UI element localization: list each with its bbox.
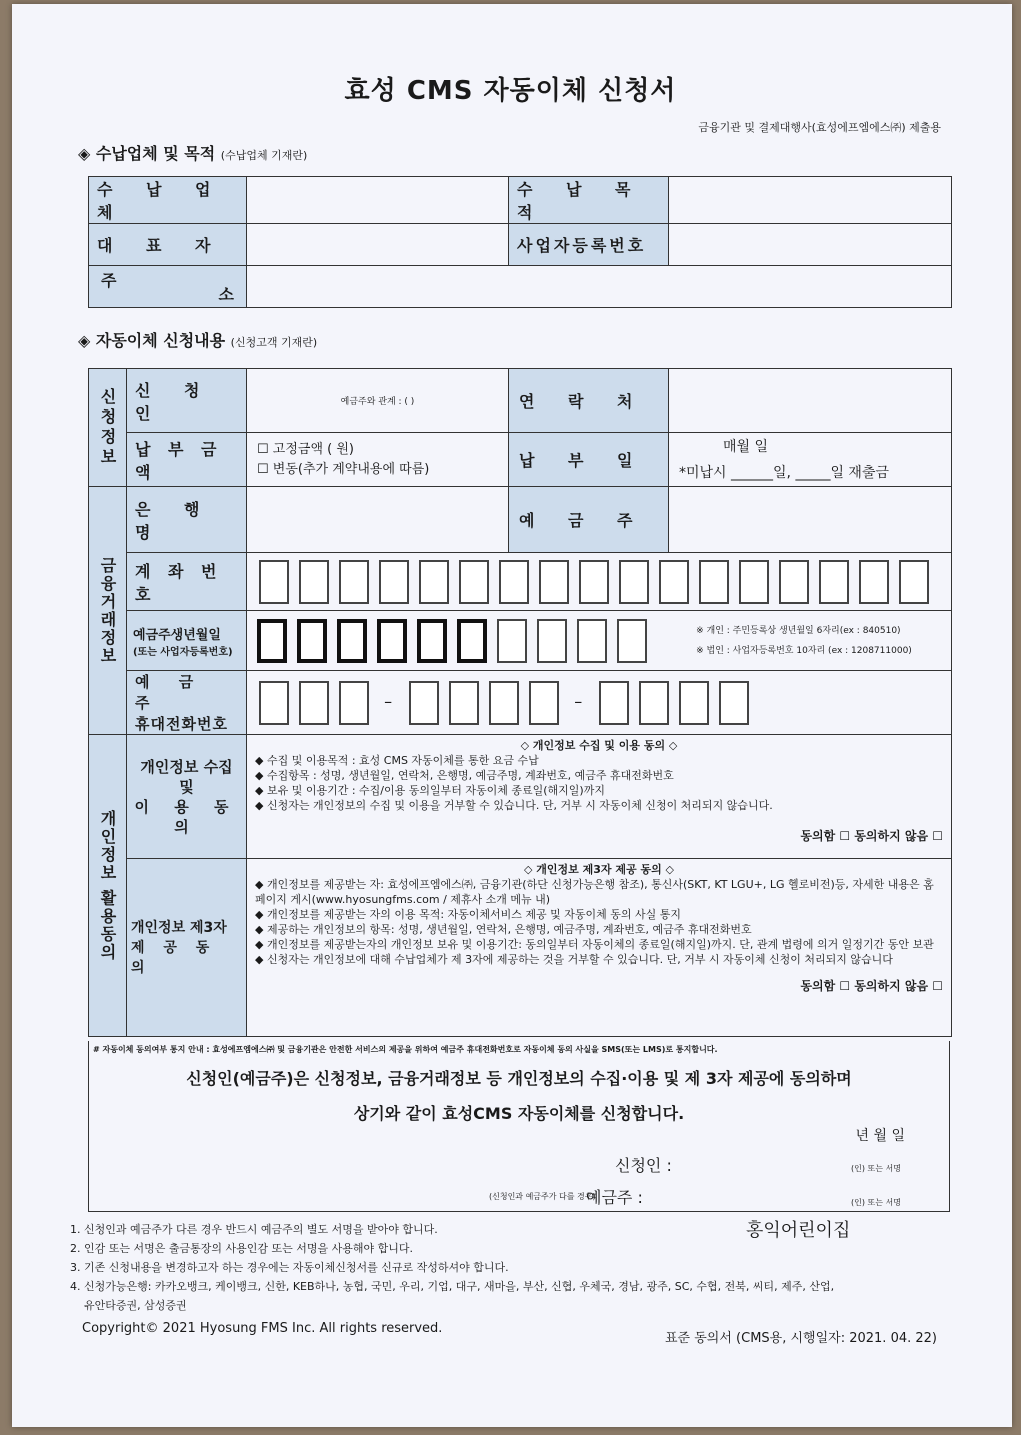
bank-field[interactable]: [247, 487, 509, 553]
holder-field[interactable]: [669, 487, 952, 553]
label-birth: 예금주생년월일 (또는 사업자등록번호): [127, 611, 247, 671]
signature-box: [88, 1041, 950, 1212]
holder-sign-label: 예금주 :: [586, 1188, 643, 1207]
label-phone: 예 금 주 휴대전화번호: [127, 671, 247, 735]
group-applicant-info: 신청정보: [89, 369, 127, 487]
diamond-icon: ◈: [78, 144, 96, 163]
declaration-line2: 상기와 같이 효성CMS 자동이체를 신청합니다.: [353, 1104, 685, 1123]
stamp-text: 홍익어린이집: [746, 1220, 851, 1241]
holder-sign-mark[interactable]: (인) 또는 서명: [851, 1198, 901, 1207]
representative-field[interactable]: [247, 224, 509, 266]
label-holder: 예 금 주: [509, 487, 669, 553]
label-bizno: 사업자등록번호: [509, 224, 669, 266]
applicant-sign-label: 신청인 :: [615, 1156, 672, 1175]
consent1-content: ◇ 개인정보 수집 및 이용 동의 ◇ ◆ 수집 및 이용목적 : 효성 CMS 자동이체를 통한 요금 수납 ◆ 수집항목 : 성명, 생년월일, 연락처, 은행명, 예금주명, 계좌번호, 예금주 휴대전화번호 ◆ 보유 및 이용기간 : 수집/이용 동의일부터 자동이체 종료일(해지일)까지 ◆ 신청자는 개인정보의 수집 및 이용을 거부할 수 있습니다. 단, 거부 시 자동이체 신청이 처리되지 않습니다. 동의함 ☐ 동의하지 않음 ☐: [247, 735, 952, 859]
label-applicant: 신 청 인: [127, 369, 247, 433]
section2-heading: ◈ 자동이체 신청내용 (신청고객 기재란): [78, 331, 318, 350]
fixed-amount-checkbox[interactable]: ☐ 고정금액 ( 원): [257, 441, 354, 457]
form-title: 효성 CMS 자동이체 신청서: [344, 76, 677, 106]
label-representative: 대 표 자: [89, 224, 247, 266]
standard-form-note: 표준 동의서 (CMS용, 시행일자: 2021. 04. 22): [664, 1331, 937, 1346]
company-field[interactable]: [247, 177, 509, 224]
label-consent1: 개인정보 수집 및 이 용 동 의: [127, 735, 247, 859]
phone-boxes[interactable]: – –: [247, 671, 952, 735]
declaration-line1: 신청인(예금주)은 신청정보, 금융거래정보 등 개인정보의 수집·이용 및 제 3자 제공에 동의하며: [186, 1069, 852, 1088]
consent2-content: ◇ 개인정보 제3자 제공 동의 ◇ ◆ 개인정보를 제공받는 자: 효성에프엠에스㈜, 금융기관(하단 신청가능은행 참조), 통신사(SKT, KT LGU+, LG 헬로비전)등, 자세한 내용은 홈페이지 게시(www.hyosungfms.com / 제휴사 소개 메뉴 내) ◆ 개인정보를 제공받는 자의 이용 목적: 자동이체서비스 제공 및 자동이체 동의 사실 통지 ◆ 제공하는 개인정보의 항목: 성명, 생년월일, 연락처, 은행명, 예금주명, 계좌번호, 예금주 휴대전화번호 ◆ 개인정보를 제공받는자의 개인정보 보유 및 이용기간: 동의일부터 자동이체의 종료일(해지일)까지. 단, 관계 법령에 의거 일정기간 동안 보관 ◆ 신청자는 개인정보에 대해 수납업체가 제 3자에 제공하는 것을 거부할 수 있습니다. 단, 거부 시 자동이체 신청이 처리되지 않습니다 동의함 ☐ 동의하지 않음 ☐: [247, 859, 952, 1037]
birth-notes: ※ 개인 : 주민등록상 생년월일 6자리(ex : 840510) ※ 법인 : 사업자등록번호 10자리 (ex : 1208711000): [696, 625, 912, 656]
diamond-icon: ◈: [78, 331, 96, 350]
label-amount: 납 부 금 액: [127, 433, 247, 487]
footnotes: 1. 신청인과 예금주가 다른 경우 반드시 예금주의 별도 서명을 받아야 합니다. 2. 인감 또는 서명은 출금통장의 사용인감 또는 서명을 사용해야 합니다. 3. 기존 신청내용을 변경하고자 하는 경우에는 자동이체신청서를 신규로 작성하셔야 합니다. 4. 신청가능은행: 카카오뱅크, 케이뱅크, 신한, KEB하나, 농협, 국민, 우리, 기업, 대구, 새마을, 부산, 신협, 우체국, 경남, 광주, SC, 수협, 전북, 씨티, 제주, 산업, 유안타증권, 삼성증권: [70, 1223, 835, 1312]
sms-notice: # 자동이체 동의여부 통지 안내 : 효성에프엠에스㈜ 및 금융기관은 안전한 서비스의 제공을 위하여 예금주 휴대전화번호로 자동이체 동의 사실을 SMS(또는 LMS)로 통지합니다.: [93, 1045, 718, 1054]
purpose-field[interactable]: [669, 177, 952, 224]
relation-field[interactable]: 예금주와 관계 : ( ): [247, 369, 509, 433]
birth-boxes[interactable]: [247, 611, 952, 671]
holder-sign-note: (신청인과 예금주가 다를 경우): [489, 1192, 596, 1201]
apply-table: [88, 368, 952, 1037]
submit-note: 금융기관 및 결제대행사(효성에프엠에스㈜) 제출용: [698, 121, 941, 134]
group-financial-info: 금융거래정보: [89, 487, 127, 735]
company-table: [88, 176, 952, 308]
variable-amount-checkbox[interactable]: ☐ 변동(추가 계약내용에 따름): [257, 461, 430, 477]
sign-date[interactable]: 년 월 일: [855, 1128, 905, 1144]
group-privacy: 개인정보 활용동의: [89, 735, 127, 1037]
consent2-agree-checkboxes[interactable]: 동의함 ☐ 동의하지 않음 ☐: [800, 979, 943, 993]
label-contact: 연 락 처: [509, 369, 669, 433]
section1-sub: (수납업체 기재란): [220, 149, 308, 162]
label-consent2: 개인정보 제3자 제 공 동 의: [127, 859, 247, 1037]
label-address: 주 소: [89, 266, 247, 308]
payday-field[interactable]: 매월 일 *미납시 ______일, _____일 재출금: [669, 433, 952, 487]
section2-sub: (신청고객 기재란): [230, 336, 318, 349]
section1-heading: ◈ 수납업체 및 목적 (수납업체 기재란): [78, 144, 308, 163]
label-bank: 은 행 명: [127, 487, 247, 553]
amount-options[interactable]: [247, 433, 509, 487]
label-purpose: 수 납 목 적: [509, 177, 669, 224]
label-payday: 납 부 일: [509, 433, 669, 487]
label-company: 수 납 업 체: [89, 177, 247, 224]
contact-field[interactable]: [669, 369, 952, 433]
copyright: Copyright© 2021 Hyosung FMS Inc. All rights reserved.: [82, 1321, 443, 1336]
address-field[interactable]: [247, 266, 952, 308]
bizno-field[interactable]: [669, 224, 952, 266]
applicant-sign-mark[interactable]: (인) 또는 서명: [851, 1164, 901, 1173]
account-boxes[interactable]: [247, 553, 952, 611]
consent1-agree-checkboxes[interactable]: 동의함 ☐ 동의하지 않음 ☐: [800, 829, 943, 843]
label-account: 계 좌 번 호: [127, 553, 247, 611]
